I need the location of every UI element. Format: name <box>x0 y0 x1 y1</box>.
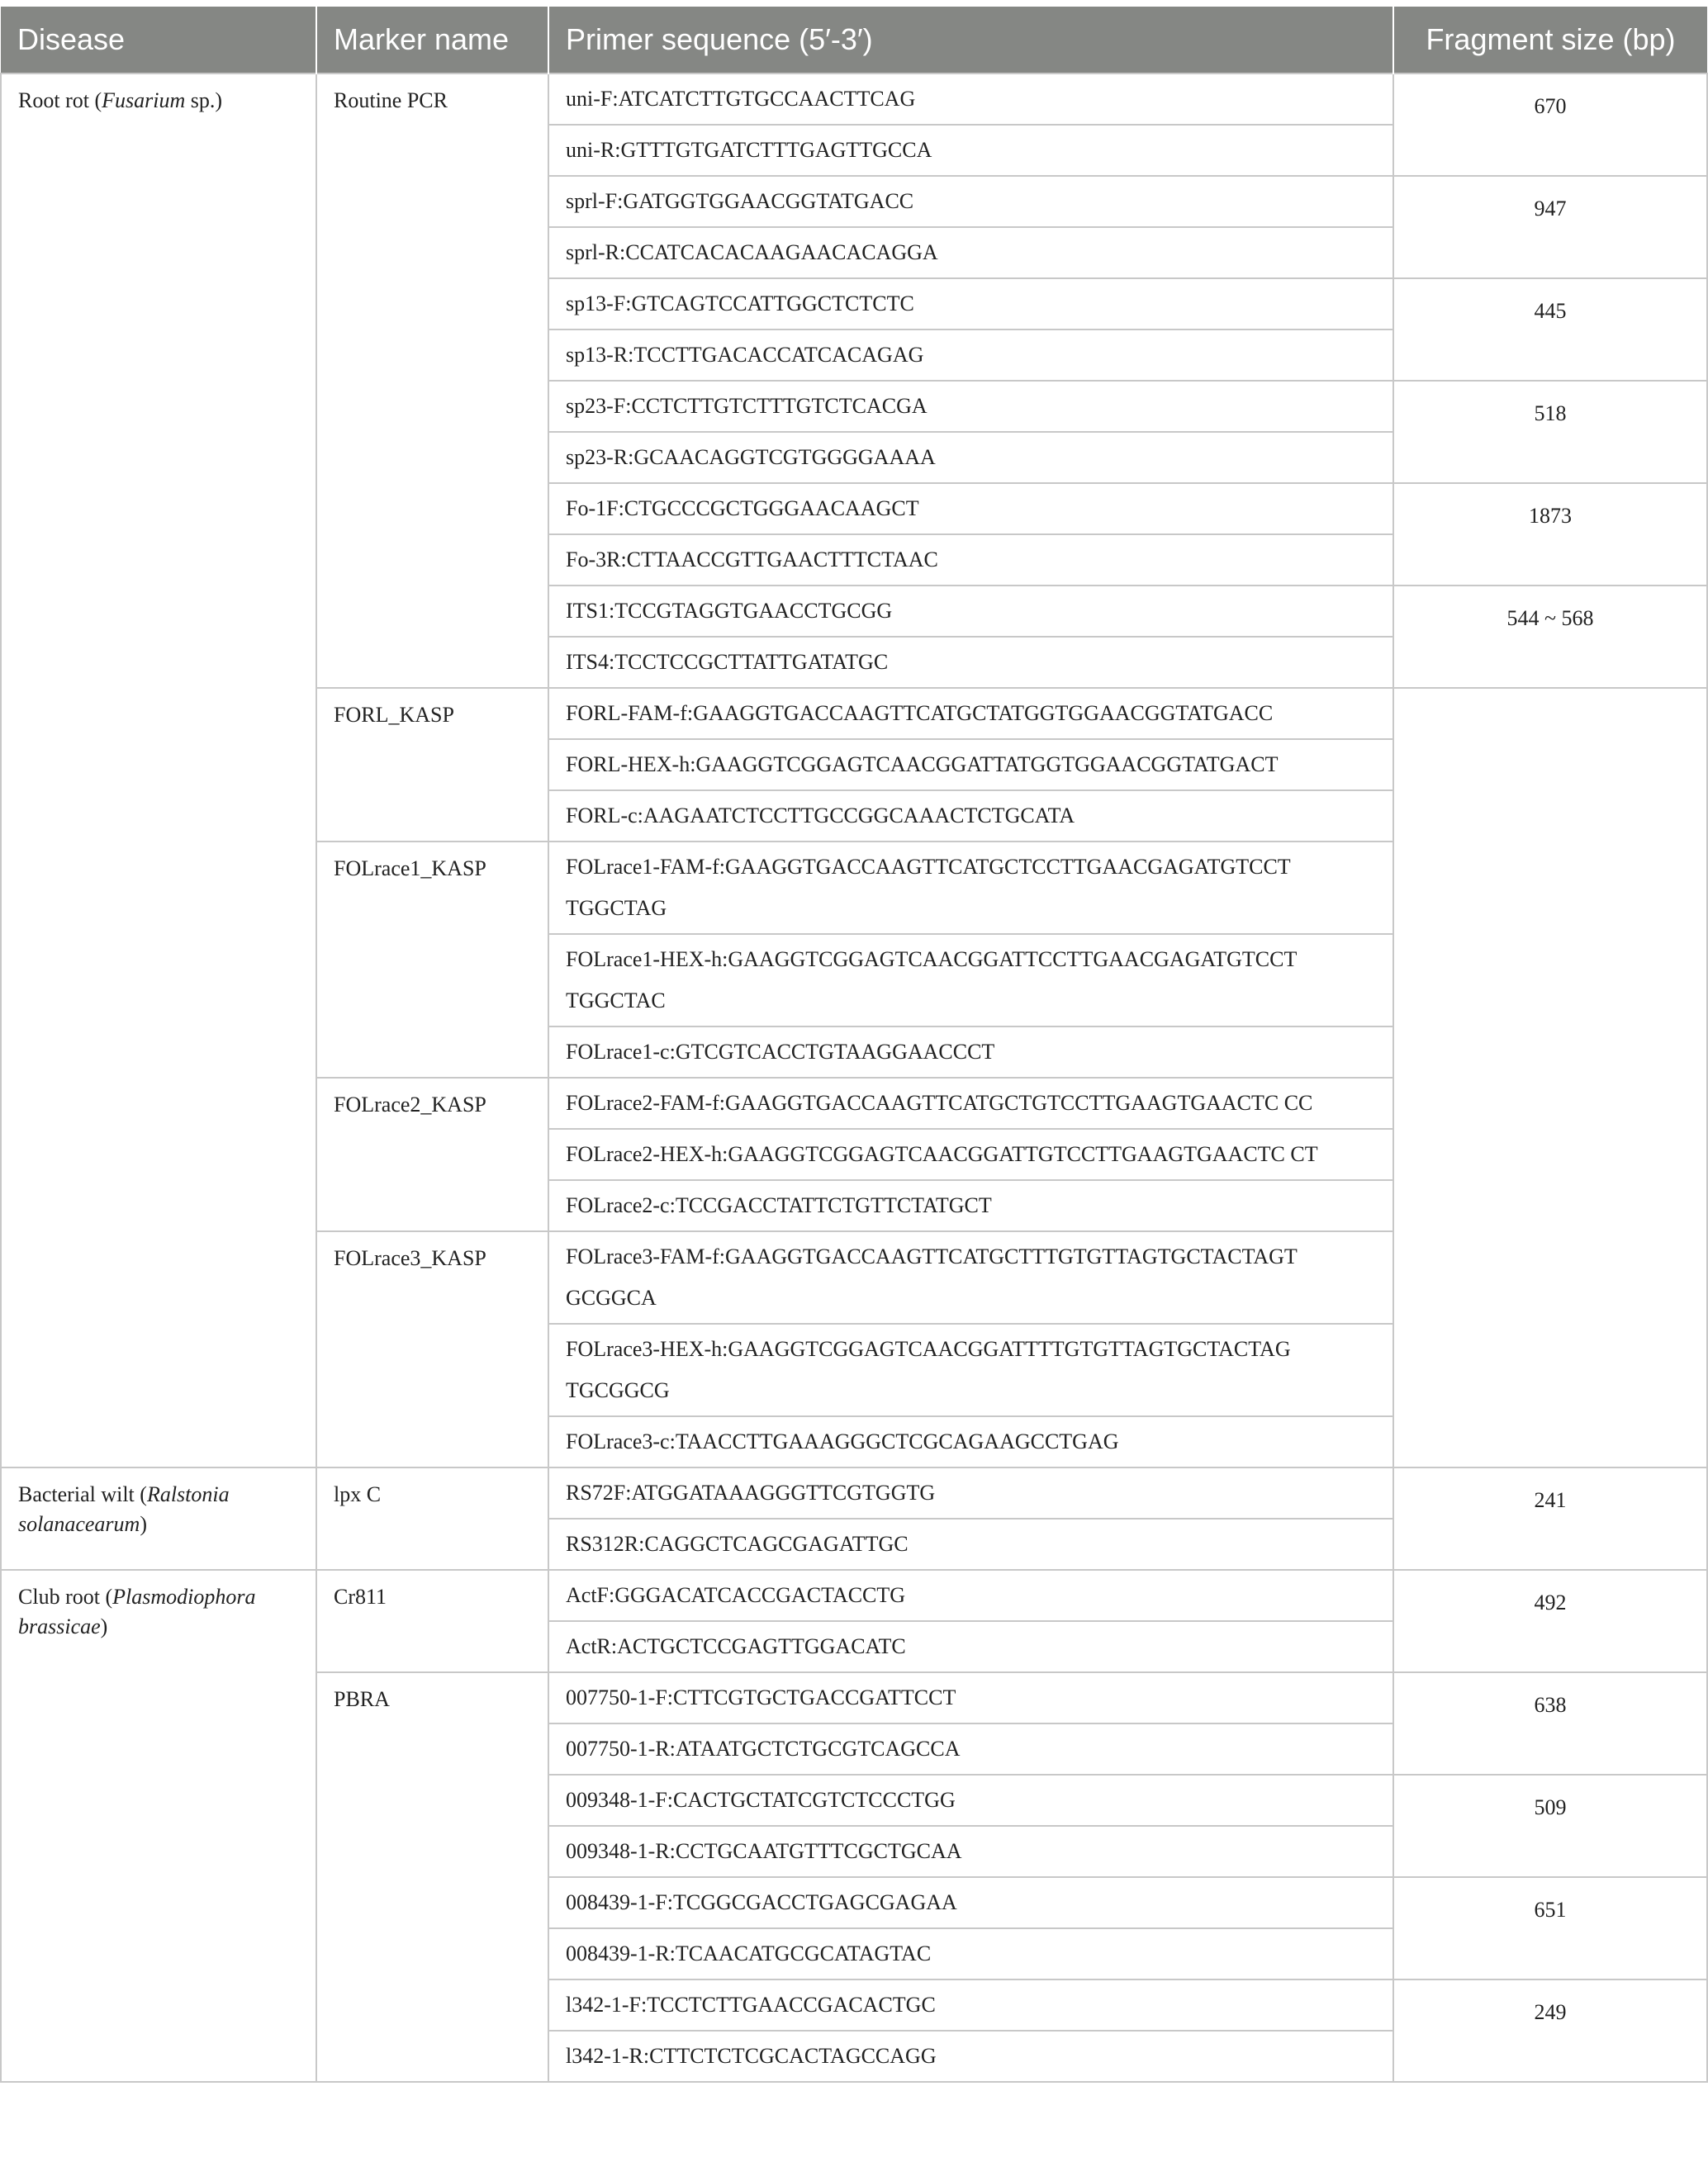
primer-cell: uni-R:GTTTGTGATCTTTGAGTTGCCA <box>548 125 1393 176</box>
size-cell: 509 <box>1393 1775 1707 1877</box>
primer-cell: 007750-1-F:CTTCGTGCTGACCGATTCCT <box>548 1672 1393 1723</box>
primer-cell: FOLrace1-FAM-f:GAAGGTGACCAAGTTCATGCTCCTTGAACGAGATGTCCT TGGCTAG <box>548 842 1393 934</box>
primer-cell: FOLrace1-c:GTCGTCACCTGTAAGGAACCCT <box>548 1026 1393 1078</box>
primer-cell: FOLrace3-FAM-f:GAAGGTGACCAAGTTCATGCTTTGTGTTAGTGCTACTAGT GCGGCA <box>548 1231 1393 1324</box>
primer-cell: FOLrace2-HEX-h:GAAGGTCGGAGTCAACGGATTGTCCTTGAAGTGAACTC CT <box>548 1129 1393 1180</box>
marker-cell: PBRA <box>316 1672 548 2082</box>
primer-cell: FORL-FAM-f:GAAGGTGACCAAGTTCATGCTATGGTGGAACGGTATGACC <box>548 688 1393 739</box>
size-cell: 544 ~ 568 <box>1393 586 1707 688</box>
primer-cell: l342-1-F:TCCTCTTGAACCGACACTGC <box>548 1979 1393 2031</box>
header-primer-sequence: Primer sequence (5′-3′) <box>548 7 1393 73</box>
size-cell: 947 <box>1393 176 1707 278</box>
primer-cell: ActR:ACTGCTCCGAGTTGGACATC <box>548 1621 1393 1672</box>
size-cell: 241 <box>1393 1467 1707 1570</box>
primer-cell: sp13-F:GTCAGTCCATTGGCTCTCTC <box>548 278 1393 330</box>
size-cell: 670 <box>1393 73 1707 176</box>
table-row <box>1 1570 1707 1621</box>
primer-cell: FOLrace3-c:TAACCTTGAAAGGGCTCGCAGAAGCCTGAG <box>548 1416 1393 1467</box>
primer-cell: 008439-1-R:TCAACATGCGCATAGTAC <box>548 1928 1393 1979</box>
primer-cell: ITS1:TCCGTAGGTGAACCTGCGG <box>548 586 1393 637</box>
primer-cell: sp23-R:GCAACAGGTCGTGGGGAAAA <box>548 432 1393 483</box>
size-cell: 249 <box>1393 1979 1707 2082</box>
primer-cell: sprl-R:CCATCACACAAGAACACAGGA <box>548 227 1393 278</box>
table-row <box>1 73 1707 125</box>
header-marker-name: Marker name <box>316 7 548 73</box>
marker-cell: FOLrace2_KASP <box>316 1078 548 1231</box>
primer-cell: l342-1-R:CTTCTCTCGCACTAGCCAGG <box>548 2031 1393 2082</box>
size-cell: 651 <box>1393 1877 1707 1979</box>
marker-cell: FOLrace3_KASP <box>316 1231 548 1467</box>
primer-cell: sp13-R:TCCTTGACACCATCACAGAG <box>548 330 1393 381</box>
table-row <box>1 1467 1707 1519</box>
header-disease: Disease <box>1 7 316 73</box>
disease-cell: Bacterial wilt (Ralstonia solanacearum) <box>1 1467 316 1570</box>
primer-cell: FOLrace2-FAM-f:GAAGGTGACCAAGTTCATGCTGTCCTTGAAGTGAACTC CC <box>548 1078 1393 1129</box>
primer-table <box>0 7 1708 2083</box>
marker-cell: lpx C <box>316 1467 548 1570</box>
primer-cell: 008439-1-F:TCGGCGACCTGAGCGAGAA <box>548 1877 1393 1928</box>
primer-cell: ActF:GGGACATCACCGACTACCTG <box>548 1570 1393 1621</box>
primer-cell: sp23-F:CCTCTTGTCTTTGTCTCACGA <box>548 381 1393 432</box>
size-cell: 518 <box>1393 381 1707 483</box>
marker-cell: FORL_KASP <box>316 688 548 842</box>
disease-cell: Club root (Plasmodiophora brassicae) <box>1 1570 316 2082</box>
primer-cell: FOLrace3-HEX-h:GAAGGTCGGAGTCAACGGATTTTGTGTTAGTGCTACTAG TGCGGCG <box>548 1324 1393 1416</box>
primer-cell: Fo-3R:CTTAACCGTTGAACTTTCTAAC <box>548 534 1393 586</box>
primer-cell: FOLrace2-c:TCCGACCTATTCTGTTCTATGCT <box>548 1180 1393 1231</box>
size-cell: 445 <box>1393 278 1707 381</box>
primer-cell: ITS4:TCCTCCGCTTATTGATATGC <box>548 637 1393 688</box>
size-cell: 492 <box>1393 1570 1707 1672</box>
primer-cell: FORL-c:AAGAATCTCCTTGCCGGCAAACTCTGCATA <box>548 790 1393 842</box>
primer-cell: RS312R:CAGGCTCAGCGAGATTGC <box>548 1519 1393 1570</box>
disease-cell: Root rot (Fusarium sp.) <box>1 73 316 1467</box>
primer-cell: 009348-1-R:CCTGCAATGTTTCGCTGCAA <box>548 1826 1393 1877</box>
primer-cell: RS72F:ATGGATAAAGGGTTCGTGGTG <box>548 1467 1393 1519</box>
marker-cell: FOLrace1_KASP <box>316 842 548 1078</box>
primer-cell: sprl-F:GATGGTGGAACGGTATGACC <box>548 176 1393 227</box>
size-cell <box>1393 688 1707 1467</box>
size-cell: 638 <box>1393 1672 1707 1775</box>
primer-cell: FORL-HEX-h:GAAGGTCGGAGTCAACGGATTATGGTGGAACGGTATGACT <box>548 739 1393 790</box>
marker-cell: Routine PCR <box>316 73 548 688</box>
primer-cell: Fo-1F:CTGCCCGCTGGGAACAAGCT <box>548 483 1393 534</box>
primer-cell: uni-F:ATCATCTTGTGCCAACTTCAG <box>548 73 1393 125</box>
table-header-row <box>1 7 1707 73</box>
primer-cell: 007750-1-R:ATAATGCTCTGCGTCAGCCA <box>548 1723 1393 1775</box>
primer-cell: 009348-1-F:CACTGCTATCGTCTCCCTGG <box>548 1775 1393 1826</box>
marker-cell: Cr811 <box>316 1570 548 1672</box>
primer-cell: FOLrace1-HEX-h:GAAGGTCGGAGTCAACGGATTCCTTGAACGAGATGTCCT TGGCTAC <box>548 934 1393 1026</box>
header-fragment-size: Fragment size (bp) <box>1393 7 1707 73</box>
size-cell: 1873 <box>1393 483 1707 586</box>
